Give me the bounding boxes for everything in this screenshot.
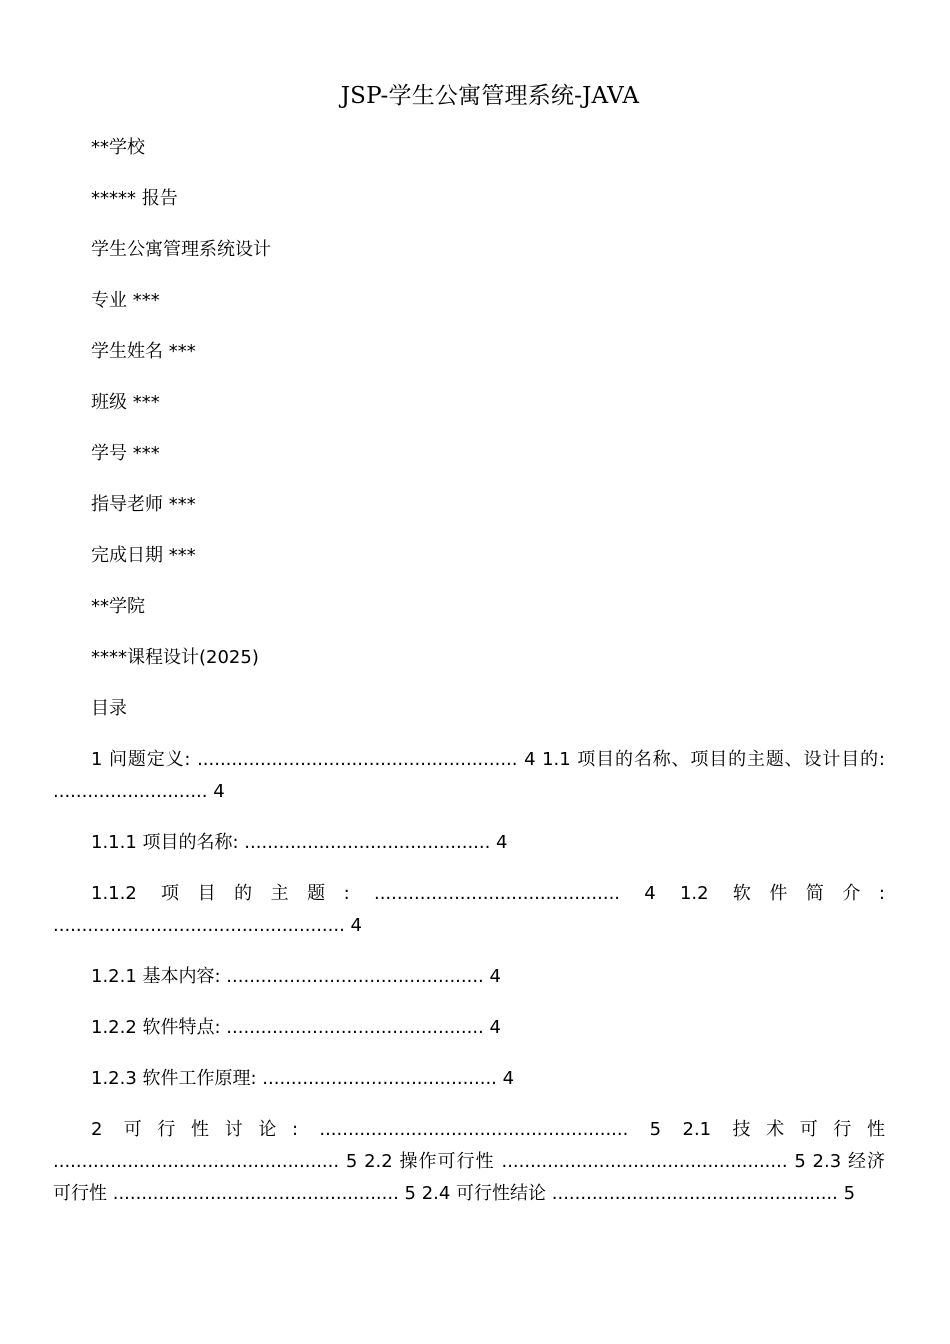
cover-school: **学校 [91, 137, 145, 158]
cover-student-name: 学生姓名 *** [91, 341, 196, 362]
cover-report-type: ***** 报告 [91, 188, 178, 209]
cover-completion-date: 完成日期 *** [91, 545, 196, 566]
toc-entry: 1.2.3 软件工作原理: ......................................... 4 [91, 1068, 515, 1089]
cover-class: 班级 *** [91, 392, 160, 413]
document-title: JSP-学生公寓管理系统-JAVA [340, 83, 640, 109]
cover-college: **学院 [91, 596, 145, 617]
toc-heading: 目录 [91, 698, 127, 719]
toc-entry: 1.2.2 软件特点: ............................................. 4 [91, 1017, 501, 1038]
toc-entry: 1.1.1 项目的名称: ........................................... 4 [91, 832, 508, 853]
toc-entry: 1 问题定义: ........................................................ 4 1.1 项目的名称、项目的主题、设计目的: ........................... 4 [53, 749, 885, 802]
cover-major: 专业 *** [91, 290, 160, 311]
toc-entry: 1.2.1 基本内容: ............................................. 4 [91, 966, 501, 987]
cover-course-year: ****课程设计(2025) [91, 647, 259, 668]
cover-project-title: 学生公寓管理系统设计 [91, 239, 271, 260]
cover-student-id: 学号 *** [91, 443, 160, 464]
cover-advisor: 指导老师 *** [91, 494, 196, 515]
toc-entry: 2 可行性讨论: ...................................................... 5 2.1 技术可行性 .................................................. 5 2.2 操作可行性 .................................................. 5 2.3 经济可行性 .................................................. 5 2.4 可行性结论 .................................................. 5 [53, 1119, 885, 1204]
toc-entry: 1.1.2 项目的主题: ........................................... 4 1.2 软件简介: ................................................... 4 [53, 883, 885, 936]
